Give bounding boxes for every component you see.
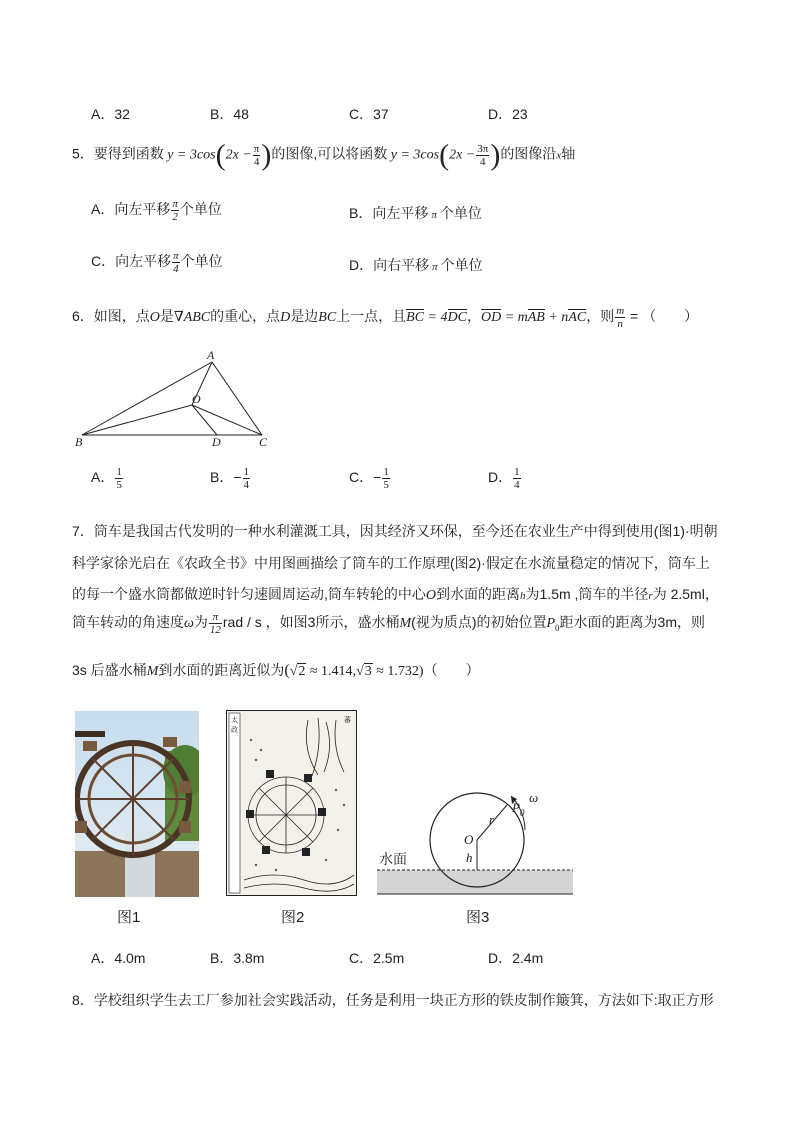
q6-option-c[interactable]: C．− $\frac{1}{5}$ <box>349 466 389 491</box>
omega-label: ω <box>529 790 539 805</box>
segment-bo <box>82 405 192 435</box>
waterwheel-photo <box>75 711 199 897</box>
q7-option-d[interactable]: D．2.4m <box>488 950 544 966</box>
fig3-caption: 图3 <box>466 909 490 926</box>
vertex-c-label: C <box>259 435 268 449</box>
q7-line-5: 3s 后盛水桶M到水面的距离近似为(√2 ≈ 1.414,√3 ≈ 1.732)（ ） <box>72 662 480 679</box>
fig2-caption: 图2 <box>281 909 305 926</box>
q6-stem: 6．如图，点O是∇ABC的重心，点D是边BC上一点，且BC = 4DC，OD = mAB + nAC，则 $\frac{m}{n}$ = （ ） <box>72 305 699 330</box>
height-h-label: h <box>466 850 473 865</box>
woodcut-char-a: 太 <box>231 716 238 724</box>
radius-r-label: r <box>489 812 495 827</box>
q8-stem: 8．学校组织学生去工厂参加社会实践活动，任务是利用一块正方形的铁皮制作簸箕，方法如下:取正方形 <box>72 992 714 1008</box>
q5-frac2: $\frac{3\pi}{4}$ <box>477 143 489 168</box>
woodcut-char-b: 政 <box>231 726 238 734</box>
q7-line-2: 科学家徐光启在《农政全书》中用图画描绘了筒车的工作原理(图2)·假定在水流量稳定的情况下，筒车上 <box>72 555 710 571</box>
point-d-label: D <box>212 435 221 449</box>
q7-line-1: 7．筒车是我国古代发明的一种水利灌溉工具，因其经济又环保，至今还在农业生产中得到使用(图1)·明朝 <box>72 523 718 539</box>
q7-option-b[interactable]: B．3.8m <box>210 950 265 966</box>
segment-od <box>192 405 217 435</box>
triangle-figure <box>72 345 282 450</box>
q7-option-c[interactable]: C．2.5m <box>349 950 405 966</box>
q4-option-c[interactable]: C．37 <box>349 106 389 122</box>
q7-line-3: 的每一个盛水筒都做逆时针匀速圆周运动,筒车转轮的中心O到水面的距离h为1.5m ,筒车的半径r为 2.5ml， <box>72 586 719 603</box>
q5-stem: 5．要得到函数 y = 3cos(2x − $\frac{\pi}{4}$ )的图像,可以将函数 y = 3cos(2x − $\frac{3\pi}{4}$ )的图像沿x轴 <box>72 138 576 172</box>
point-o-label: O <box>192 392 201 406</box>
q5-option-b[interactable]: B．向左平移 π 个单位 <box>349 205 482 221</box>
woodcut-char-c: 蕃 <box>344 716 351 724</box>
q5-option-a[interactable]: A．向左平移 $\frac{\pi}{2}$ 个单位 <box>91 198 222 223</box>
q7-option-a[interactable]: A．4.0m <box>91 950 146 966</box>
water-label: 水面 <box>379 851 407 867</box>
q6-option-d[interactable]: D． $\frac{1}{4}$ <box>488 466 520 491</box>
q4-option-d[interactable]: D．23 <box>488 106 528 122</box>
vertex-b-label: B <box>75 435 83 449</box>
q5-option-c[interactable]: C．向左平移 $\frac{\pi}{4}$ 个单位 <box>91 250 223 275</box>
q5-option-d[interactable]: D．向右平移 π 个单位 <box>349 257 483 273</box>
q4-option-a[interactable]: A．32 <box>91 106 130 122</box>
q6-option-a[interactable]: A． $\frac{1}{5}$ <box>91 466 122 491</box>
q4-option-b[interactable]: B．48 <box>210 106 249 122</box>
point-p0-label: $P_0$ <box>512 800 525 818</box>
q7-line-4: 筒车转动的角速度ω为 $\frac{\pi}{12}$ rad / s ，如图3所示，盛水桶M(视为质点)的初始位置$P_0$距水面的距离为3m，则 <box>72 611 705 636</box>
vertex-a-label: A <box>207 348 215 362</box>
waterwheel-diagram <box>377 772 577 897</box>
water-region <box>377 870 573 894</box>
q5-frac1: $\frac{\pi}{4}$ <box>253 143 260 168</box>
q6-option-b[interactable]: B．− $\frac{1}{4}$ <box>210 466 250 491</box>
fig1-caption: 图1 <box>117 909 141 926</box>
center-o-label: O <box>464 832 474 847</box>
woodcut-illustration <box>226 710 357 896</box>
